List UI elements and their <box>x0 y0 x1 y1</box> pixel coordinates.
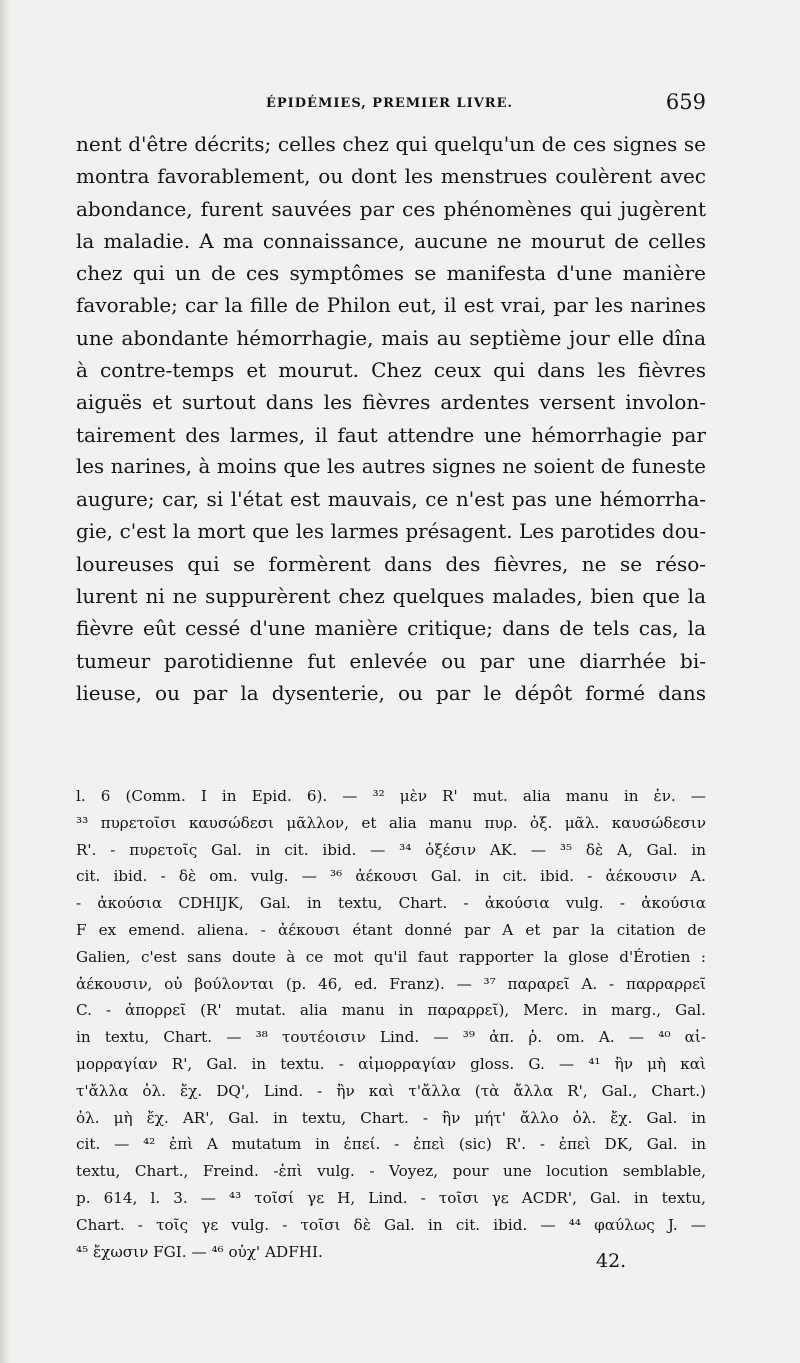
footnote-line: ⁴⁵ ἔχωσιν FGI. — ⁴⁶ οὐχ' ADFHI. <box>76 1242 323 1261</box>
footnote-line: Galien, c'est sans doute à ce mot qu'il faut rapporter la glose d'Érotien : <box>76 947 706 966</box>
footnote-line: ὀλ. μὴ ἔχ. AR', Gal. in textu, Chart. - ἢν μήτ' ἄλλο ὀλ. ἔχ. Gal. in <box>76 1108 706 1127</box>
footnote-line: textu, Chart., Freind. -ἐπὶ vulg. - Voyez, pour une locution semblable, <box>76 1162 706 1181</box>
main-text-line: gie, c'est la mort que les larmes présagent. Les parotides dou- <box>76 519 706 543</box>
main-text-line: les narines, à moins que les autres signes ne soient de funeste <box>76 454 706 478</box>
main-text-line: favorable; car la fille de Philon eut, il est vrai, par les narines <box>76 293 706 318</box>
main-text-line: montra favorablement, ou dont les menstrues coulèrent avec <box>76 164 706 189</box>
footnote-line: p. 614, l. 3. — ⁴³ τοῖσί γε H, Lind. - τοῖσι γε ACDR', Gal. in textu, <box>76 1188 706 1207</box>
main-text-line: chez qui un de ces symptômes se manifesta d'une manière <box>76 261 706 286</box>
page-edge-shadow <box>0 0 10 1363</box>
footnote-line: Chart. - τοῖς γε vulg. - τοῖσι δὲ Gal. in cit. ibid. — ⁴⁴ φαύλως J. — <box>76 1215 706 1234</box>
page-number: 659 <box>665 90 706 114</box>
main-text <box>76 128 706 709</box>
footnote-line: cit. ibid. - δὲ om. vulg. — ³⁶ ἀέκουσι Gal. in cit. ibid. - ἀέκουσιν A. <box>76 867 706 886</box>
footnote-line: F ex emend. aliena. - ἀέκουσι étant donné par A et par la citation de <box>76 920 706 939</box>
page-header <box>76 90 706 120</box>
main-text-line: aiguës et surtout dans les fièvres ardentes versent involon- <box>76 390 706 415</box>
main-text-line: augure; car, si l'état est mauvais, ce n'est pas une hémorrha- <box>76 487 706 512</box>
main-text-line: une abondante hémorrhagie, mais au septième jour elle dîna <box>76 325 706 350</box>
main-text-line: tumeur parotidienne fut enlevée ou par une diarrhée bi- <box>76 648 706 673</box>
footnote-line: ἀέκουσιν, οὐ βούλονται (p. 46, ed. Franz). — ³⁷ παραρεῖ A. - παρραρρεῖ <box>76 974 706 993</box>
main-text-line: fièvre eût cessé d'une manière critique; dans de tels cas, la <box>76 616 706 641</box>
footnote-line: cit. — ⁴² ἐπὶ A mutatum in ἐπεί. - ἐπεὶ (sic) R'. - ἐπεὶ DK, Gal. in <box>76 1135 706 1154</box>
main-text-line: lieuse, ou par la dysenterie, ou par le dépôt formé dans <box>76 681 706 706</box>
footnote-line: C. - ἀπορρεῖ (R' mutat. alia manu in παραρρεῖ), Merc. in marg., Gal. <box>76 1001 706 1020</box>
footnotes <box>76 783 706 1265</box>
footnote-line: R'. - πυρετοῖς Gal. in cit. ibid. — ³⁴ ὀξέσιν AK. — ³⁵ δὲ A, Gal. in <box>76 840 706 859</box>
main-text-line: nent d'être décrits; celles chez qui quelqu'un de ces signes se <box>76 132 706 156</box>
footnote-line: in textu, Chart. — ³⁸ τουτέοισιν Lind. — ³⁹ ἀπ. ῥ. om. A. — ⁴⁰ αἱ- <box>76 1028 706 1047</box>
main-text-line: loureuses qui se formèrent dans des fièvres, ne se réso- <box>76 551 706 576</box>
signature-mark: 42. <box>596 1250 627 1272</box>
footnote-line: ³³ πυρετοῖσι καυσώδεσι μᾶλλον, et alia manu πυρ. ὀξ. μᾶλ. καυσώδεσιν <box>76 813 706 832</box>
main-text-line: abondance, furent sauvées par ces phénomènes qui jugèrent <box>76 196 706 221</box>
footnote-line: μορραγίαν R', Gal. in textu. - αἱμορραγίαν gloss. G. — ⁴¹ ἢν μὴ καὶ <box>76 1054 706 1073</box>
footnote-line: - ἀκούσια CDHIJK, Gal. in textu, Chart. - ἀκούσια vulg. - ἀκούσια <box>76 894 706 913</box>
footnote-line: τ'ἄλλα ὀλ. ἔχ. DQ', Lind. - ἢν καὶ τ'ἄλλα (τὰ ἄλλα R', Gal., Chart.) <box>76 1081 706 1100</box>
main-text-line: à contre-temps et mourut. Chez ceux qui dans les fièvres <box>76 358 706 383</box>
main-text-line: la maladie. A ma connaissance, aucune ne mourut de celles <box>76 228 706 253</box>
main-text-line: lurent ni ne suppurèrent chez quelques malades, bien que la <box>76 584 706 609</box>
main-text-line: tairement des larmes, il faut attendre une hémorrhagie par <box>76 422 706 447</box>
running-title: ÉPIDÉMIES, PREMIER LIVRE. <box>266 96 514 111</box>
footnote-line: l. 6 (Comm. I in Epid. 6). — ³² μὲν R' mut. alia manu in ἐν. — <box>76 787 706 805</box>
